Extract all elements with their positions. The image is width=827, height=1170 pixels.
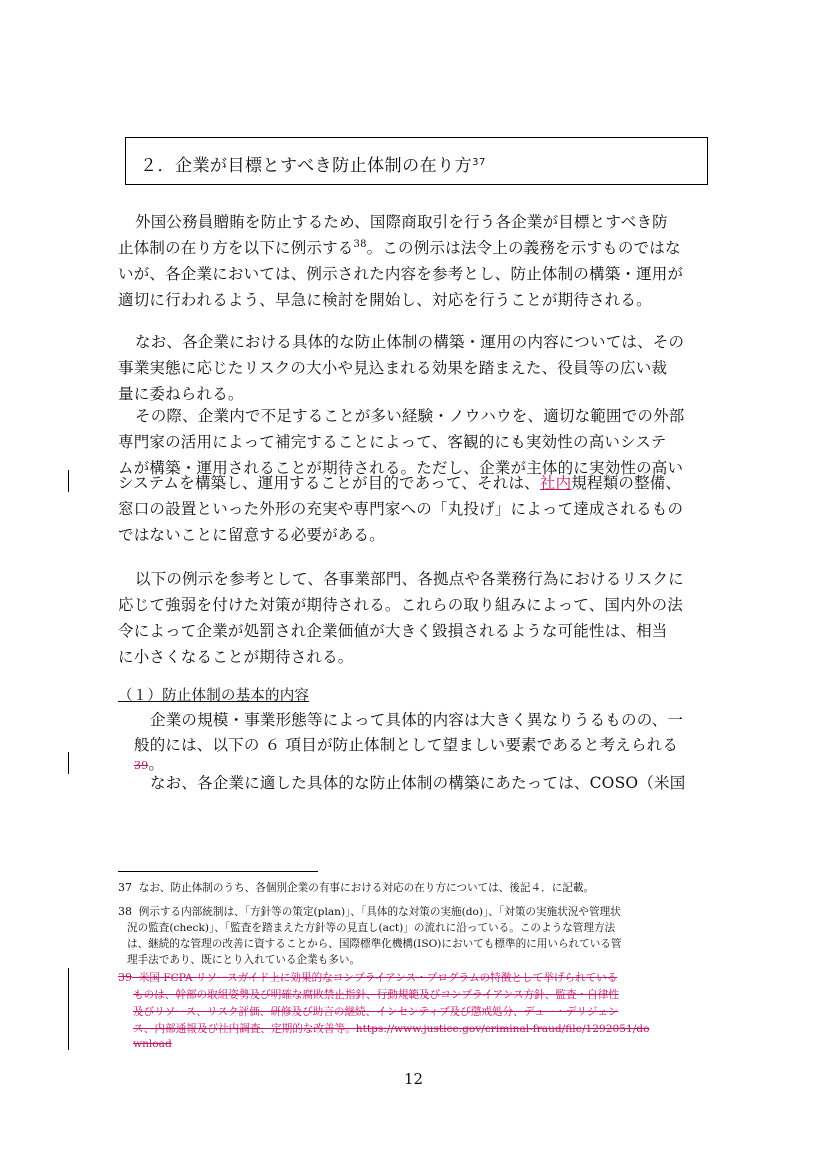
footnote-39-line4 [133, 1021, 649, 1036]
section1-line4: なお、各企業に適した具体的な防止体制の構築にあたっては、COSO（米国 [150, 774, 686, 792]
footnote-separator [118, 871, 318, 872]
footnote-38-line2: 況の監査(check)」、「監査を踏まえた方針等の見直し(act)」の流れに沿っている。このような管理方法 [127, 922, 616, 934]
inserted-text: 社内 [539, 474, 572, 492]
para1-line2b: 。この例示は法令上の義務を示すものではな [366, 239, 681, 257]
heading-text: ２．企業が目標とすべき防止体制の在り方 [140, 156, 473, 176]
change-bar [68, 752, 69, 774]
change-bar [68, 470, 69, 492]
para4-line4: に小さくなることが期待される。 [118, 648, 354, 666]
para3-line1: その際、企業内で不足することが多い経験・ノウハウを、適切な範囲での外部 [135, 407, 685, 425]
para1-line4: 適切に行われるよう、早急に検討を開始し、対応を行うことが期待される。 [118, 291, 652, 309]
footnote-ref-37[interactable]: 37 [472, 157, 486, 168]
footnote-number: 37 [118, 881, 132, 894]
footnote-ref-38[interactable]: 38 [353, 238, 367, 250]
para3-line6: ではないことに留意する必要がある。 [118, 526, 385, 544]
footnote-39-line3: 及びリソース、リスク評価、研修及び助言の継続、インセンティブ及び懲戒処分、デュー・デリジェン [133, 1006, 619, 1018]
para4-line3: 令によって企業が処罰され企業価値が大きく毀損されるような可能性は、相当 [118, 622, 668, 640]
footnote-text: 例示する内部統制は、「方針等の策定(plan)」、「具体的な対策の実施(do)」、「対策の実施状況や管理状 [138, 906, 621, 918]
footnote-39-line2: ものは、幹部の取組姿勢及び明確な腐敗禁止指針、行動規範及びコンプライアンス方針、監査・自律性 [133, 989, 619, 1001]
footnote-37 [118, 880, 594, 895]
para2-line2: 事業実態に応じたリスクの大小や見込まれる効果を踏まえた、役員等の広い裁 [118, 359, 668, 377]
para1-line2a: 止体制の在り方を以下に例示する [118, 239, 354, 257]
para1-line1: 外国公務員贈賄を防止するため、国際商取引を行う各企業が目標とすべき防 [135, 213, 668, 231]
para1-line2 [118, 236, 681, 258]
subsection-title: （１）防止体制の基本的内容 [118, 688, 310, 704]
para3-line5: 窓口の設置といった外形の充実や専門家への「丸投げ」によって達成されるもの [118, 500, 684, 518]
section-heading [140, 151, 486, 176]
para2-line1: なお、各企業における具体的な防止体制の構築・運用の内容については、その [135, 333, 685, 351]
para4-line1: 以下の例示を参考として、各事業部門、各拠点や各業務行為におけるリスクに [135, 570, 684, 588]
page-number: 12 [403, 1070, 424, 1088]
footnote-text: なお、防止体制のうち、各個別企業の有事における対応の在り方については、後記４．に記載。 [138, 882, 595, 894]
para3-line4 [118, 471, 681, 493]
footnote-text: ス、内部通報及び社内調査、定期的な改善等。 [133, 1023, 356, 1035]
para3-line4b: 規程類の整備、 [571, 474, 682, 492]
section1-line3b: 。 [148, 755, 165, 773]
footnote-link[interactable]: https://www.justice.gov/criminal-fraud/file/1292051/do [355, 1023, 650, 1035]
footnote-38-line3: は、継続的な管理の改善に資することから、国際標準化機構(ISO)においても標準的に用いられている管 [127, 938, 622, 950]
footnote-text: 米国 FCPA リソースガイド上に効果的なコンプライアンス・プログラムの特徴として挙げられている [138, 972, 618, 984]
section1-line1: 企業の規模・事業形態等によって具体的内容は大きく異なりうるものの、一 [150, 711, 684, 729]
footnote-39-line1 [118, 970, 617, 985]
para3-line3: ムが構築・運用されることが期待される。ただし、企業が主体的に実効性の高い [118, 459, 684, 477]
footnote-39-line5[interactable]: wnload [133, 1038, 172, 1050]
change-bar [68, 968, 69, 1050]
para1-line3: いが、各企業においては、例示された内容を参考とし、防止体制の構築・運用が [118, 265, 684, 283]
footnote-number: 38 [118, 905, 132, 918]
para3-line4a: システムを構築し、運用することが目的であって、それは、 [118, 474, 540, 492]
footnote-38-line1 [118, 904, 621, 919]
para2-line3: 量に委ねられる。 [118, 385, 244, 403]
deleted-footnote-ref-39[interactable]: 39 [134, 759, 149, 772]
section1-line2: 般的には、以下の ６ 項目が防止体制として望ましい要素であると考えられる [134, 736, 679, 754]
footnote-number: 39 [118, 971, 132, 984]
footnote-38-line4: 理手法であり、既にとり入れている企業も多い。 [127, 954, 361, 966]
para4-line2: 応じて強弱を付けた対策が期待される。これらの取り組みによって、国内外の法 [118, 596, 683, 614]
para3-line2: 専門家の活用によって補完することによって、客観的にも実効性の高いシステ [118, 433, 667, 451]
